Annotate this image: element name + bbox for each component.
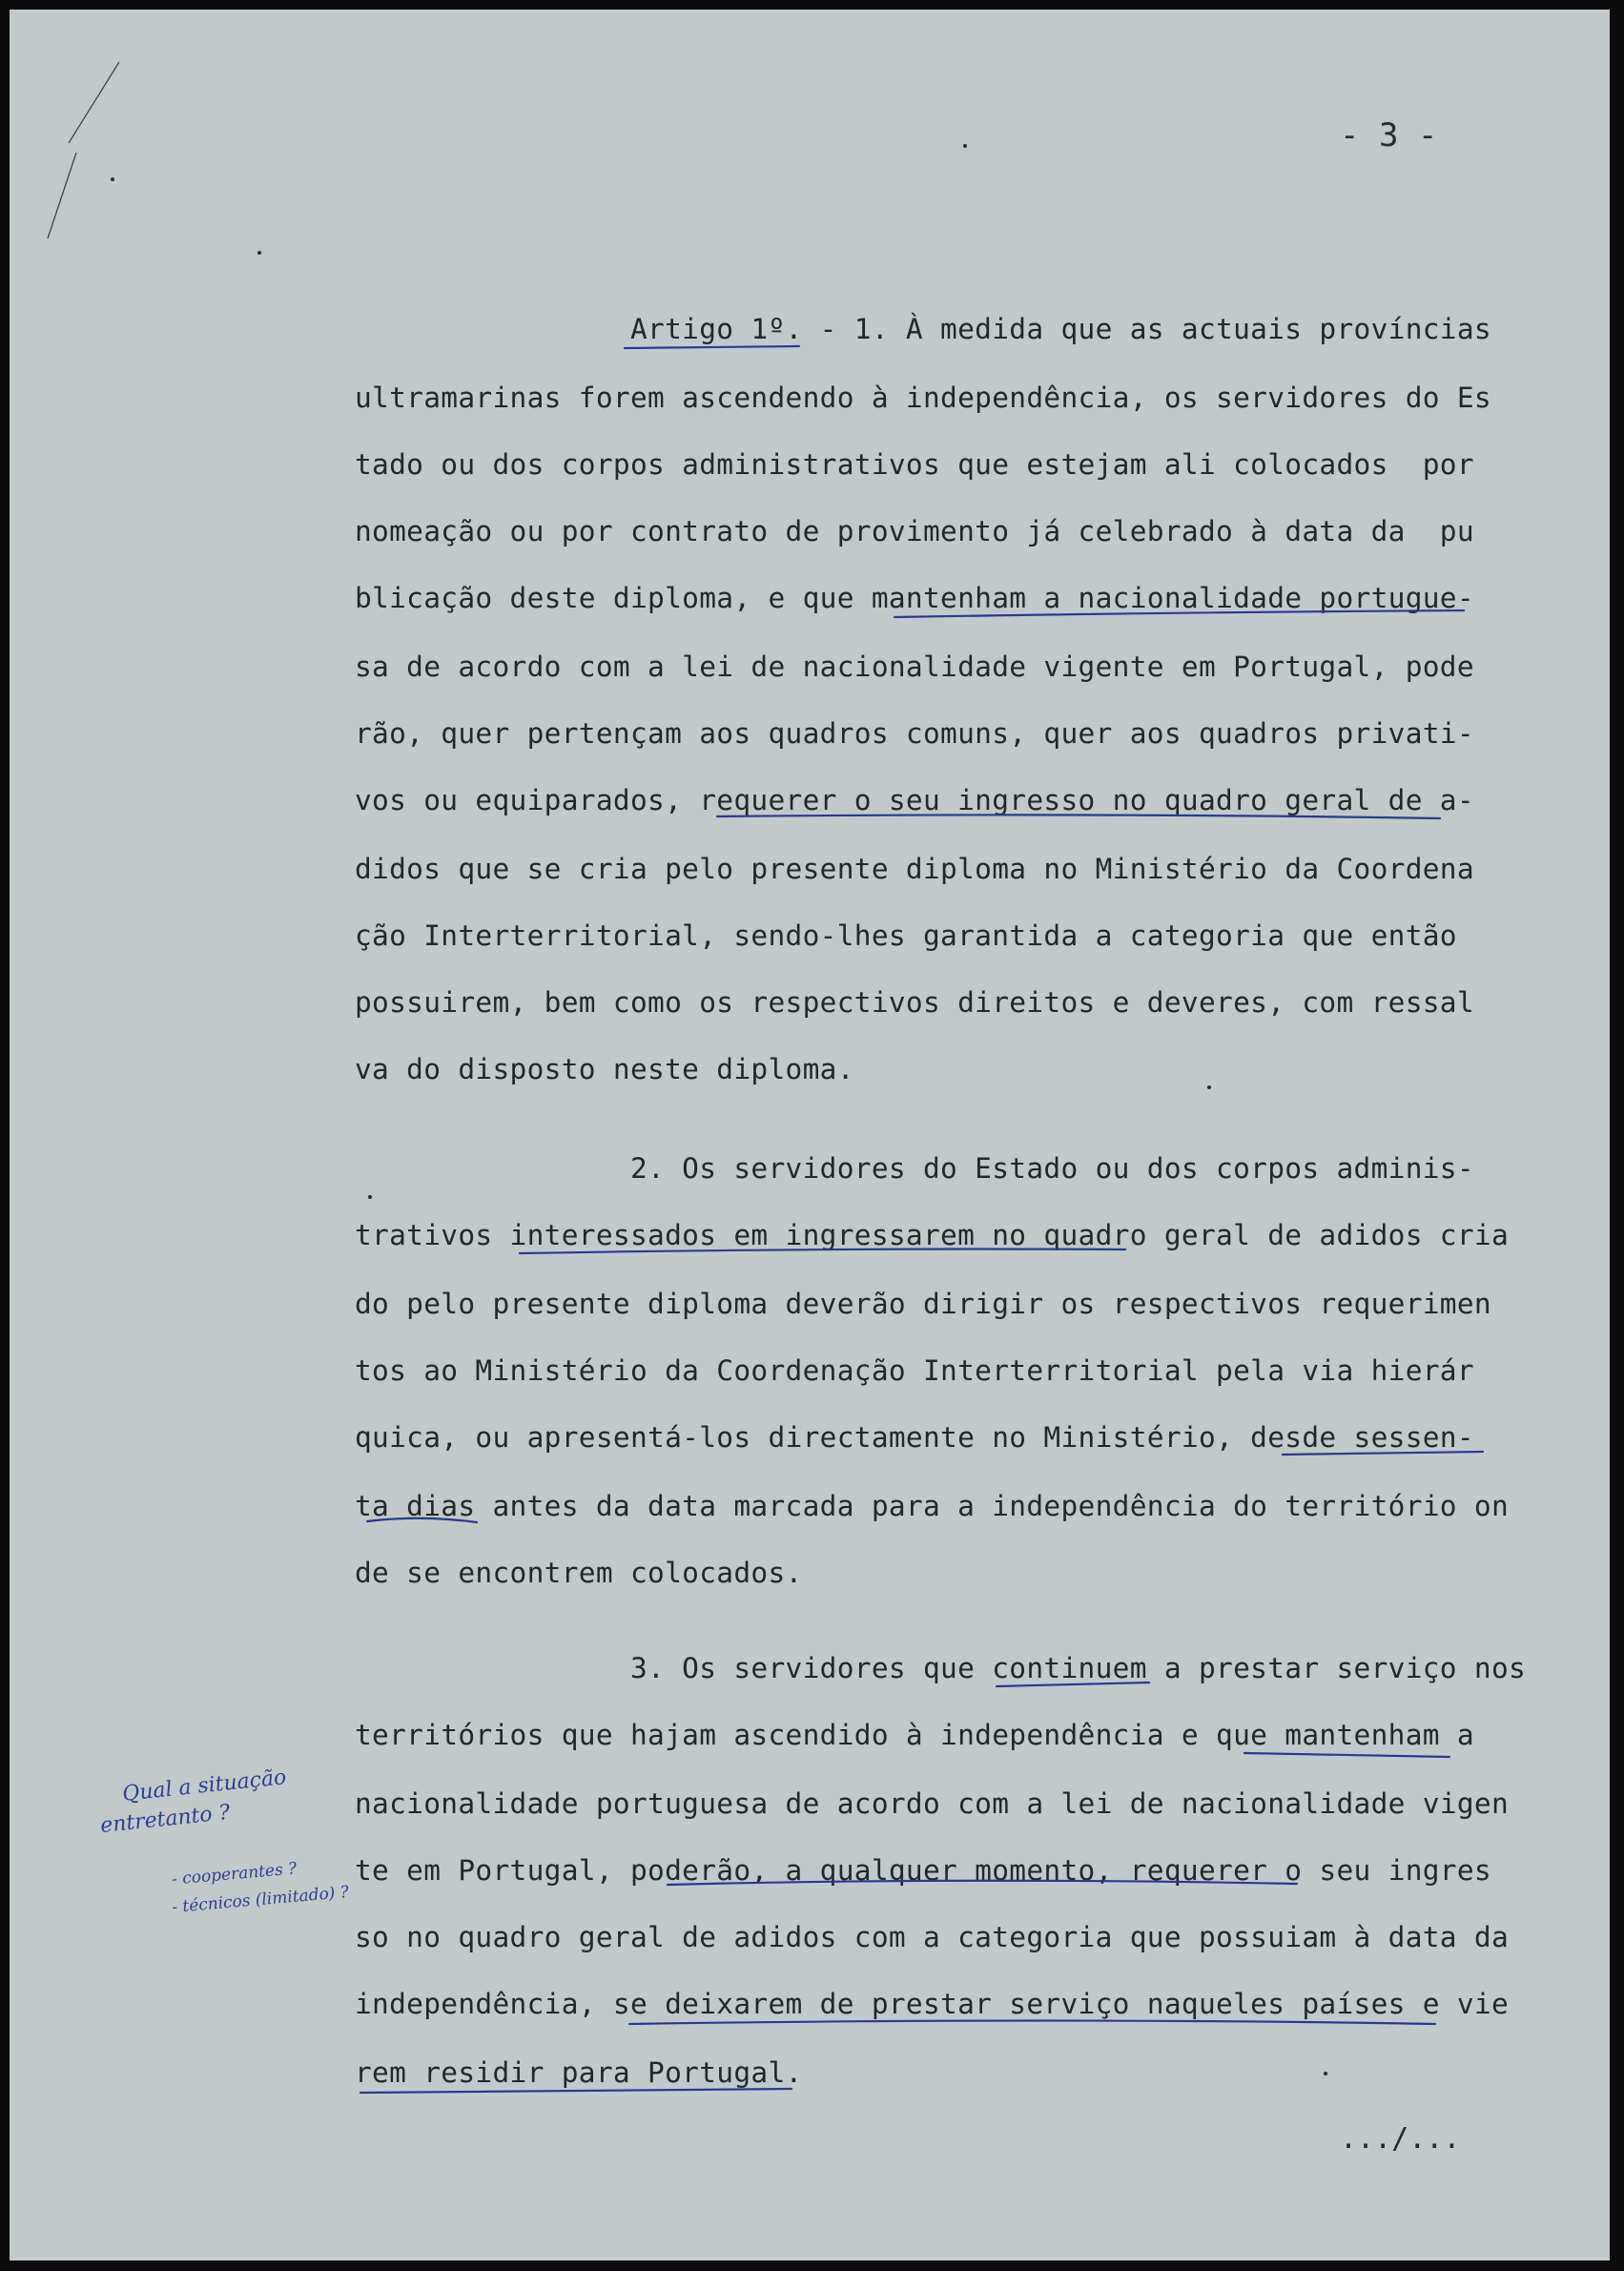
text-line: ção Interterritorial, sendo-lhes garantida a categoria que então bbox=[355, 919, 1457, 952]
text-line: sa de acordo com a lei de nacionalidade vigente em Portugal, pode bbox=[355, 650, 1474, 683]
text-line: do pelo presente diploma deverão dirigir os respectivos requerimen bbox=[355, 1288, 1491, 1320]
text-line: te em Portugal, poderão, a qualquer momento, requerer o seu ingres bbox=[355, 1854, 1491, 1887]
text-line: Artigo 1º. - 1. À medida que as actuais províncias bbox=[355, 313, 1491, 345]
text-line: rão, quer pertençam aos quadros comuns, quer aos quadros privati- bbox=[355, 717, 1474, 750]
handwritten-note: - cooperantes ? bbox=[171, 1859, 298, 1889]
text-line: quica, ou apresentá-los directamente no Ministério, desde sessen- bbox=[355, 1421, 1474, 1454]
page-number: - 3 - bbox=[1340, 116, 1438, 155]
text-line: tos ao Ministério da Coordenação Interterritorial pela via hierár bbox=[355, 1354, 1474, 1387]
handwritten-note: entretanto ? bbox=[99, 1800, 232, 1839]
text-line: independência, se deixarem de prestar serviço naqueles países e vie bbox=[355, 1988, 1510, 2020]
text-line: nomeação ou por contrato de provimento já celebrado à data da pu bbox=[355, 515, 1474, 547]
text-line: tado ou dos corpos administrativos que estejam ali colocados por bbox=[355, 448, 1474, 481]
text-line: blicação deste diploma, e que mantenham a nacionalidade portugue- bbox=[355, 582, 1474, 614]
text-line: ta dias antes da data marcada para a independência do território on bbox=[355, 1490, 1510, 1522]
document-page bbox=[10, 10, 1610, 2261]
text-line: rem residir para Portugal. bbox=[355, 2056, 803, 2089]
text-line: trativos interessados em ingressarem no quadro geral de adidos cria bbox=[355, 1219, 1510, 1251]
text-line: 3. Os servidores que continuem a prestar serviço nos bbox=[355, 1652, 1527, 1684]
text-line: possuirem, bem como os respectivos direitos e deveres, com ressal bbox=[355, 986, 1474, 1019]
text-line: 2. Os servidores do Estado ou dos corpos adminis- bbox=[355, 1152, 1474, 1185]
text-line: so no quadro geral de adidos com a categoria que possuiam à data da bbox=[355, 1921, 1510, 1953]
text-line: de se encontrem colocados. bbox=[355, 1557, 803, 1589]
text-line: didos que se cria pelo presente diploma no Ministério da Coordena bbox=[355, 853, 1474, 885]
handwritten-note: - técnicos (limitado) ? bbox=[171, 1882, 350, 1918]
continuation-mark: .../... bbox=[1340, 2122, 1461, 2156]
handwritten-note: Qual a situação bbox=[121, 1765, 288, 1806]
text-line: vos ou equiparados, requerer o seu ingresso no quadro geral de a- bbox=[355, 784, 1474, 816]
text-line: nacionalidade portuguesa de acordo com a lei de nacionalidade vigen bbox=[355, 1787, 1510, 1820]
text-line: territórios que hajam ascendido à independência e que mantenham a bbox=[355, 1719, 1474, 1751]
text-line: va do disposto neste diploma. bbox=[355, 1053, 854, 1085]
text-line: ultramarinas forem ascendendo à independência, os servidores do Es bbox=[355, 382, 1491, 414]
